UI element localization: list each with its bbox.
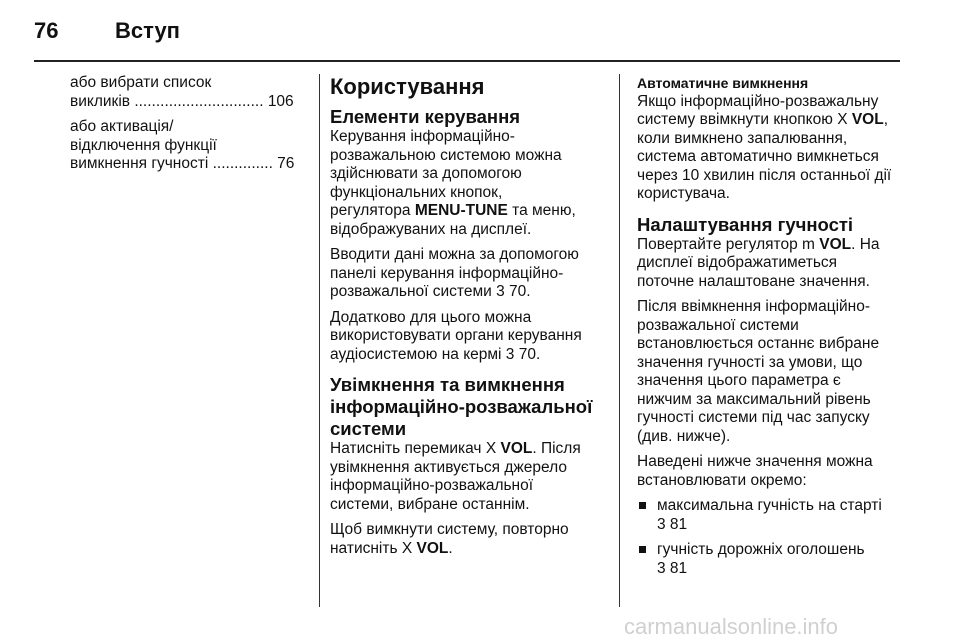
text-span: . [448, 539, 453, 557]
page-ref: 81 [665, 559, 688, 577]
text-span: . На [851, 235, 880, 253]
page-header [0, 0, 960, 62]
text-line: Щоб вимкнути систему, повторно [330, 521, 569, 538]
text-line: встановлюється останнє вибране [637, 335, 880, 352]
text-line: Вводити дані можна за допомогою [330, 246, 579, 263]
text-line: панелі керування інформаційно- [330, 264, 564, 282]
text-span: систему ввімкнути кнопкою [637, 111, 838, 128]
power-icon: X [401, 539, 413, 557]
text-span: та меню, [507, 202, 576, 219]
paragraph-separate-settings [637, 453, 913, 490]
text-line: системи, вибране останнім. [330, 495, 530, 513]
text-line: інформаційно-розважальної [330, 396, 593, 417]
list-item [637, 497, 913, 534]
page-ref-icon: 3 [657, 559, 666, 577]
page-ref: 70. [514, 345, 541, 363]
text-line [330, 540, 606, 559]
power-icon: X [837, 111, 848, 128]
paragraph-power-on [330, 440, 606, 514]
text-line: Якщо інформаційно-розважальну [637, 92, 879, 110]
index-entry-text: або активація/ [70, 118, 174, 135]
text-line: розважальної системи [637, 316, 799, 334]
text-line [657, 516, 913, 535]
paragraph-input [330, 246, 606, 302]
index-entry-mute [70, 118, 306, 174]
text-line: розважальною системою можна [330, 146, 562, 164]
text-line: Наведені нижче значення можна [637, 453, 873, 470]
subheading-power [330, 374, 606, 440]
paragraph-power-off [330, 521, 606, 558]
vol-label: VOL [819, 235, 852, 253]
text-line: (див. нижче). [637, 427, 731, 445]
paragraph-auto-off [637, 93, 913, 204]
volume-column [637, 74, 913, 585]
rotary-knob-icon: m [802, 235, 815, 253]
paragraph-volume-knob [637, 236, 913, 292]
index-entry-text: відключення функції [70, 136, 217, 154]
text-line: значення цього параметра є [637, 372, 841, 389]
text-line [330, 440, 606, 459]
index-entry-ref: викликів .............................. 106 [70, 92, 294, 110]
page-ref: 70. [504, 283, 531, 300]
page-ref-icon: 3 [496, 283, 505, 300]
header-rule [34, 60, 900, 62]
text-line: увімкнення активується джерело [330, 458, 567, 476]
text-line: поточне налаштоване значення. [637, 272, 870, 290]
text-line: використовувати органи керування [330, 327, 582, 344]
index-column [70, 74, 306, 181]
text-line: відображуваних на дисплеї. [330, 220, 532, 238]
paragraph-controls [330, 128, 606, 239]
column-divider-left [319, 74, 320, 607]
text-span: регулятора [330, 202, 415, 219]
usage-column [330, 74, 606, 565]
text-span: розважальної системи [330, 283, 497, 300]
text-line: значення гучності за умови, що [637, 353, 863, 371]
vol-label: VOL [851, 111, 884, 128]
list-item [637, 541, 913, 578]
text-line: Увімкнення та вимкнення [330, 374, 565, 395]
subheading-auto-off: Автоматичне вимкнення [637, 75, 809, 91]
text-line: Керування інформаційно- [330, 128, 515, 145]
power-icon: X [485, 440, 497, 457]
text-span: Натисніть перемикач [330, 440, 486, 457]
text-span: . Після [532, 440, 581, 457]
page-title: Вступ [115, 18, 180, 43]
text-line: системи [330, 418, 407, 439]
text-line [637, 111, 913, 130]
text-line: інформаційно-розважальної [330, 477, 534, 494]
text-span: аудіосистемою на кермі [330, 345, 506, 363]
bullet-icon [639, 502, 646, 509]
text-line [637, 236, 913, 255]
subheading-volume: Налаштування гучності [637, 213, 854, 235]
vol-label: VOL [500, 440, 533, 457]
index-entry-ref: вимкнення гучності .............. 76 [70, 155, 295, 172]
text-line: коли вимкнено запалювання, [637, 129, 848, 147]
text-line: Додатково для цього можна [330, 308, 532, 326]
text-line [330, 346, 606, 365]
text-line: гучності системи під час запуску [637, 409, 870, 426]
text-line: користувача. [637, 185, 730, 202]
text-line: дисплеї відображатиметься [637, 254, 838, 271]
text-line: гучність дорожніх оголошень [657, 541, 865, 558]
text-line: нижчим за максимальний рівень [637, 390, 871, 408]
paragraph-startup-volume [637, 298, 913, 446]
text-line [330, 283, 606, 302]
text-line: максимальна гучність на старті [657, 497, 882, 514]
bullet-icon [639, 546, 646, 553]
index-entry-call-list [70, 74, 306, 111]
section-heading-usage: Користування [330, 74, 485, 99]
page-number: 76 [34, 18, 59, 43]
text-line: здійснювати за допомогою [330, 165, 522, 182]
text-line [330, 202, 606, 221]
text-line: система автоматично вимкнеться [637, 148, 879, 165]
index-entry-text: або вибрати список [70, 74, 212, 91]
text-line [657, 560, 913, 579]
watermark: carmanualsonline.info [624, 614, 839, 639]
vol-label: VOL [416, 539, 449, 557]
page-ref: 81 [665, 515, 688, 533]
text-line: встановлювати окремо: [637, 471, 807, 489]
page-ref-icon: 3 [657, 515, 666, 533]
text-line: функціональних кнопок, [330, 183, 503, 201]
text-span: , [883, 111, 889, 128]
menu-tune-label: MENU-TUNE [414, 202, 508, 219]
paragraph-steering-controls [330, 309, 606, 365]
column-divider-right [619, 74, 620, 607]
subheading-controls: Елементи керування [330, 106, 521, 127]
page-ref-icon: 3 [505, 345, 515, 363]
text-span: Повертайте регулятор [637, 235, 802, 253]
text-line: через 10 хвилин після останньої дії [637, 166, 892, 184]
text-span: натисніть [330, 539, 402, 557]
text-line: Після ввімкнення інформаційно- [637, 298, 871, 315]
